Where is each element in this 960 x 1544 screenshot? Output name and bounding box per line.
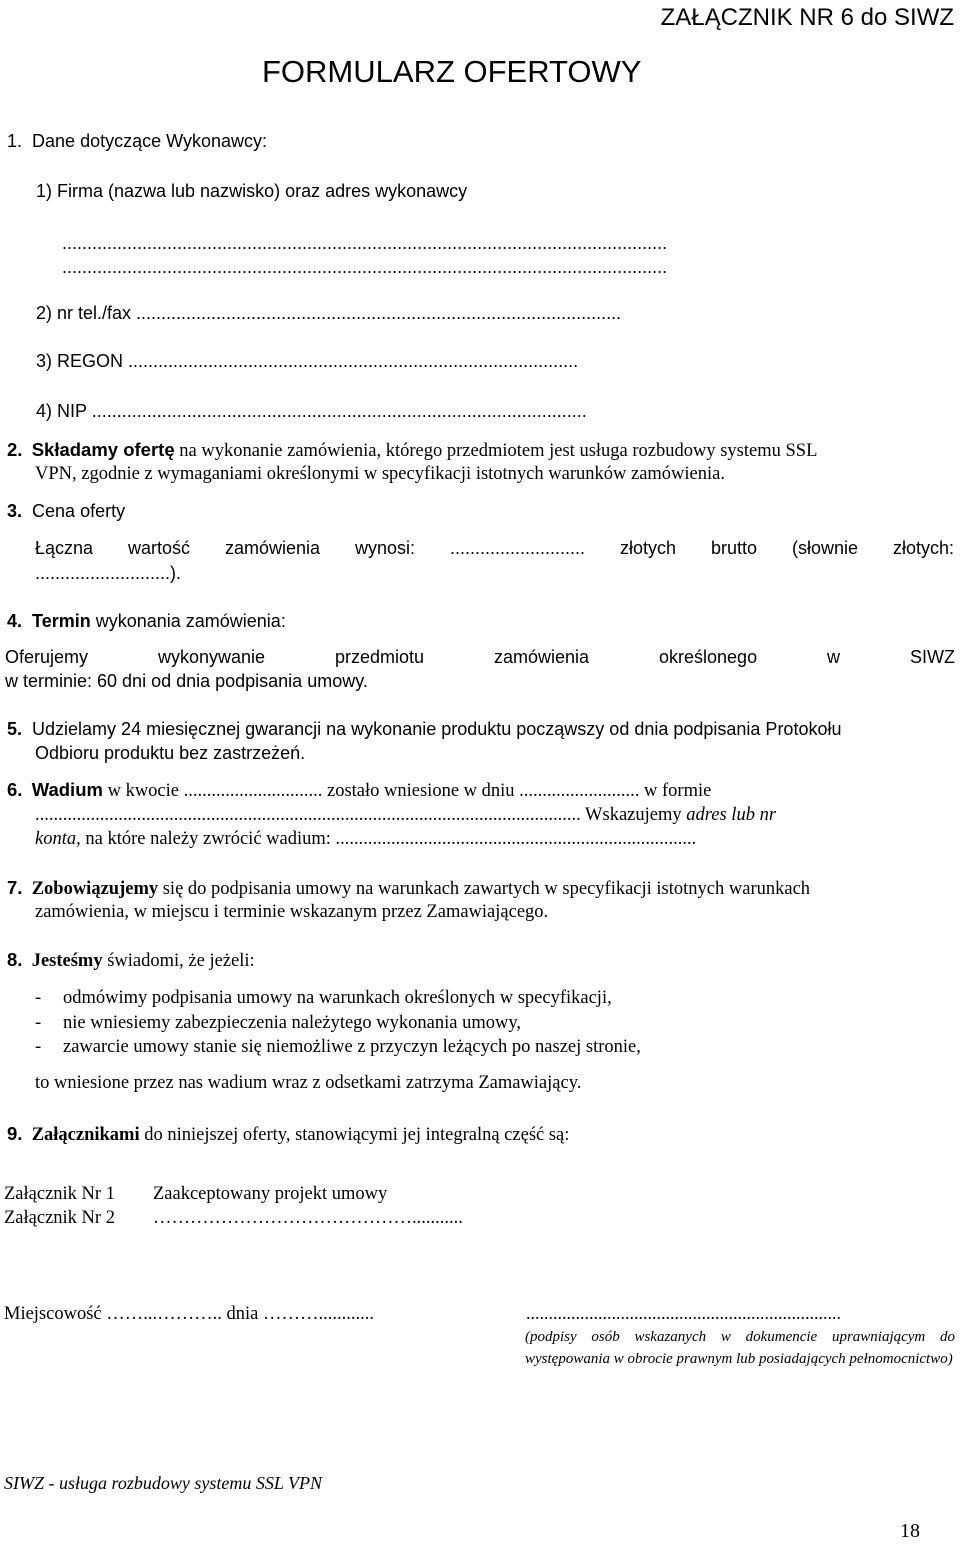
page-title: FORMULARZ OFERTOWY — [262, 54, 642, 89]
attachment-1-label: Załącznik Nr 1 — [4, 1184, 115, 1204]
section-9-text: do niniejszej oferty, stanowiącymi jej integralną część są: — [139, 1125, 570, 1145]
section-6-line-3 — [35, 827, 696, 851]
section-8-lead: Jesteśmy — [31, 951, 103, 971]
section-8-text: świadomi, że jeżeli: — [102, 951, 255, 971]
list-item — [35, 1011, 521, 1035]
section-2-text-cont: , zgodnie z wymaganiami określonymi w specyfikacji istotnych warunków zamówienia. — [72, 464, 725, 484]
section-number: 9. — [7, 1123, 23, 1144]
list-dash: - — [35, 988, 42, 1008]
list-item — [35, 986, 612, 1010]
wadium-amount-field[interactable]: w kwocie .............................. zostało wniesione w dniu .......................... w formie — [102, 781, 712, 801]
nip-field[interactable]: 4) NIP ................................................................................................... — [36, 401, 587, 421]
annex-label: ZAŁĄCZNIK NR 6 do SIWZ — [660, 4, 954, 31]
signature-note: (podpisy osób wskazanych w dokumencie uprawniającym do występowania w obrocie prawnym lub posiadających pełnomocnictwo) — [525, 1329, 955, 1367]
section-1-heading — [7, 130, 267, 153]
list-item-text: zawarcie umowy stanie się niemożliwe z przyczyn leżących po naszej stronie, — [63, 1037, 641, 1057]
section-7-lead: Zobowiązujemy — [31, 879, 159, 899]
list-dash: - — [35, 1013, 42, 1033]
section-number: 4. — [7, 611, 23, 631]
list-dash: - — [35, 1037, 42, 1057]
phone-fax-field[interactable]: 2) nr tel./fax ................................................................................................. — [36, 303, 622, 323]
section-6-italic: adres lub nr — [686, 805, 777, 825]
attachment-2-value[interactable]: ……………………………………........... — [153, 1208, 463, 1228]
contractor-name-label: 1) Firma (nazwa lub nazwisko) oraz adres wykonawcy — [36, 181, 468, 201]
place-date-field[interactable]: Miejscowość ……...……….. dnia ………............ — [4, 1304, 374, 1324]
section-7-line-2: zamówienia, w miejscu i terminie wskazanym przez Zamawiającego. — [35, 902, 549, 922]
section-4-heading — [7, 610, 286, 633]
section-6-line-1 — [7, 778, 957, 803]
section-4-line-2: w terminie: 60 dni od dnia podpisania umowy. — [5, 671, 368, 691]
section-number: 2. — [7, 439, 23, 460]
section-5-text: Udzielamy 24 miesięcznej gwarancji na wykonanie produktu począwszy od dnia podpisania Protokołu — [32, 719, 842, 739]
section-2-line-1 — [7, 438, 817, 463]
section-2-text: na wykonanie zamówienia, którego przedmiotem jest usługa rozbudowy systemu SSL — [174, 441, 818, 461]
section-7-text: się do podpisania umowy na warunkach zawartych w specyfikacji istotnych warunkach — [158, 879, 811, 899]
section-title: Cena oferty — [32, 501, 126, 521]
wadium-form-field[interactable]: ...................................................................................................................... Wskazujemy — [35, 805, 687, 825]
list-item-text: nie wniesiemy zabezpieczenia należytego wykonania umowy, — [63, 1013, 522, 1033]
section-6-line-2 — [35, 803, 776, 827]
section-2-vpn: VPN — [35, 464, 73, 484]
section-9-lead: Załącznikami — [31, 1125, 140, 1145]
section-8-heading — [7, 948, 255, 973]
total-value-line[interactable]: Łączna wartość zamówienia wynosi: ........................... złotych brutto (słownie złotych: — [35, 538, 954, 558]
section-6-lead: Wadium — [31, 779, 103, 800]
contractor-address-field-line[interactable]: ......................................................................................................................... — [62, 257, 668, 277]
regon-field[interactable]: 3) REGON .......................................................................................... — [36, 351, 579, 371]
section-title: wykonania zamówienia: — [90, 611, 286, 631]
section-4-line-1: Oferujemy wykonywanie przedmiotu zamówienia określonego w SIWZ — [5, 647, 955, 667]
section-2-lead: Składamy ofertę — [31, 439, 175, 460]
section-5-line-1 — [7, 718, 841, 741]
section-3-heading — [7, 500, 125, 523]
section-9-heading — [7, 1122, 569, 1147]
section-number: 5. — [7, 719, 23, 739]
list-item-text: odmówimy podpisania umowy na warunkach określonych w specyfikacji, — [63, 988, 612, 1008]
section-number: 7. — [7, 877, 23, 898]
wadium-account-field[interactable]: , na które należy zwrócić wadium: .............................................................................. — [76, 829, 697, 849]
section-7-line-1 — [7, 876, 810, 901]
total-value-words-line[interactable]: ...........................). — [35, 563, 182, 583]
contractor-name-field-line[interactable]: ......................................................................................................................... — [62, 233, 668, 253]
section-6-italic-konta: konta — [35, 829, 77, 849]
page-number: 18 — [900, 1520, 920, 1542]
section-2-line-2 — [35, 462, 725, 486]
section-4-lead: Termin — [32, 611, 91, 631]
section-5-line-2: Odbioru produktu bez zastrzeżeń. — [35, 743, 306, 763]
footer-text: SIWZ - usługa rozbudowy systemu SSL VPN — [4, 1473, 323, 1493]
signature-line[interactable]: ...................................................................... — [526, 1303, 841, 1323]
list-item — [35, 1035, 641, 1059]
section-number: 3. — [7, 501, 23, 521]
section-number: 1. — [7, 131, 23, 151]
section-8-conclusion: to wniesione przez nas wadium wraz z odsetkami zatrzyma Zamawiający. — [35, 1073, 582, 1093]
section-number: 6. — [7, 779, 23, 800]
section-title: Dane dotyczące Wykonawcy: — [32, 131, 267, 151]
attachment-2-label: Załącznik Nr 2 — [4, 1208, 115, 1228]
attachment-1-value: Zaakceptowany projekt umowy — [153, 1184, 388, 1204]
section-number: 8. — [7, 949, 23, 970]
